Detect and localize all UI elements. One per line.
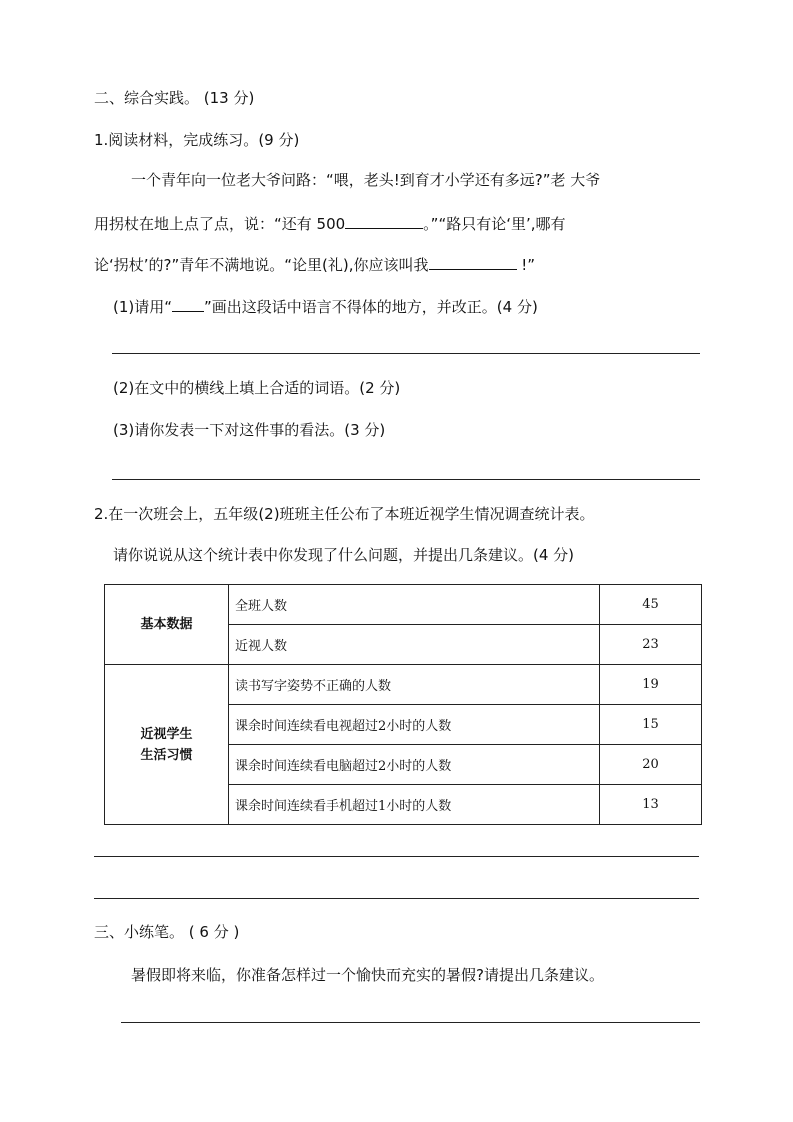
question-2-line-1: 2.在一次班会上，五年级(2)班班主任公布了本班近视学生情况调查统计表。 [94,505,595,523]
group-label-habits [105,665,229,825]
myopia-statistics-table [104,584,702,825]
sub-question-1-text-a: (1)请用“ [113,298,173,316]
sub-question-1 [113,295,538,317]
sub-question-2: (2)在文中的横线上填上合适的词语。(2 分) [113,379,401,397]
row-item: 读书写字姿势不正确的人数 [229,665,600,705]
answer-line-1[interactable] [112,353,700,354]
passage-line-3-text-a: 论‘拐杖’的?”青年不满地说。“论里(礼),你应该叫我 [94,256,429,274]
sub-question-3: (3)请你发表一下对这件事的看法。(3 分) [113,421,386,439]
answer-line-3[interactable] [112,479,700,480]
question-2-line-2: 请你说说从这个统计表中你发现了什么问题，并提出几条建议。(4 分) [113,546,575,564]
row-value: 23 [600,625,702,665]
row-value: 45 [600,585,702,625]
sub-question-1-text-b: ”画出这段话中语言不得体的地方，并改正。(4 分) [204,298,538,316]
row-value: 20 [600,745,702,785]
row-item: 课余时间连续看手机超过1小时的人数 [229,785,600,825]
row-value: 19 [600,665,702,705]
row-item: 课余时间连续看电视超过2小时的人数 [229,705,600,745]
row-item: 课余时间连续看电脑超过2小时的人数 [229,745,600,785]
answer-blank-distance[interactable] [345,212,423,229]
row-value: 13 [600,785,702,825]
question-1-title: 1.阅读材料，完成练习。(9 分) [94,131,300,149]
passage-line-1: 一个青年向一位老大爷问路：“喂，老头!到育才小学还有多远?”老 大爷 [131,171,601,189]
answer-line-q2-1[interactable] [94,856,699,857]
group-label-habits-line-1: 近视学生 [140,726,193,742]
row-item: 全班人数 [229,585,600,625]
passage-line-3 [94,253,535,275]
section-3-prompt: 暑假即将来临，你准备怎样过一个愉快而充实的暑假?请提出几条建议。 [131,966,604,984]
answer-line-q2-2[interactable] [94,898,699,899]
group-label-basic-data: 基本数据 [105,585,229,665]
section-2-heading: 二、综合实践。 (13 分) [94,89,255,107]
passage-line-2-text-a: 用拐杖在地上点了点，说：“还有 500 [94,215,346,233]
row-item: 近视人数 [229,625,600,665]
answer-blank-address[interactable] [429,253,517,270]
group-label-habits-line-2: 生活习惯 [140,747,193,763]
answer-line-writing[interactable] [121,1022,700,1023]
passage-line-2 [94,212,566,234]
section-3-heading: 三、小练笔。 ( 6 分 ) [94,923,240,941]
passage-line-2-text-b: 。”“路只有论‘里’,哪有 [423,215,566,233]
underline-sample [172,295,204,312]
row-value: 15 [600,705,702,745]
table-row [105,665,702,705]
passage-line-3-text-b: !” [516,256,536,274]
table-row [105,585,702,625]
